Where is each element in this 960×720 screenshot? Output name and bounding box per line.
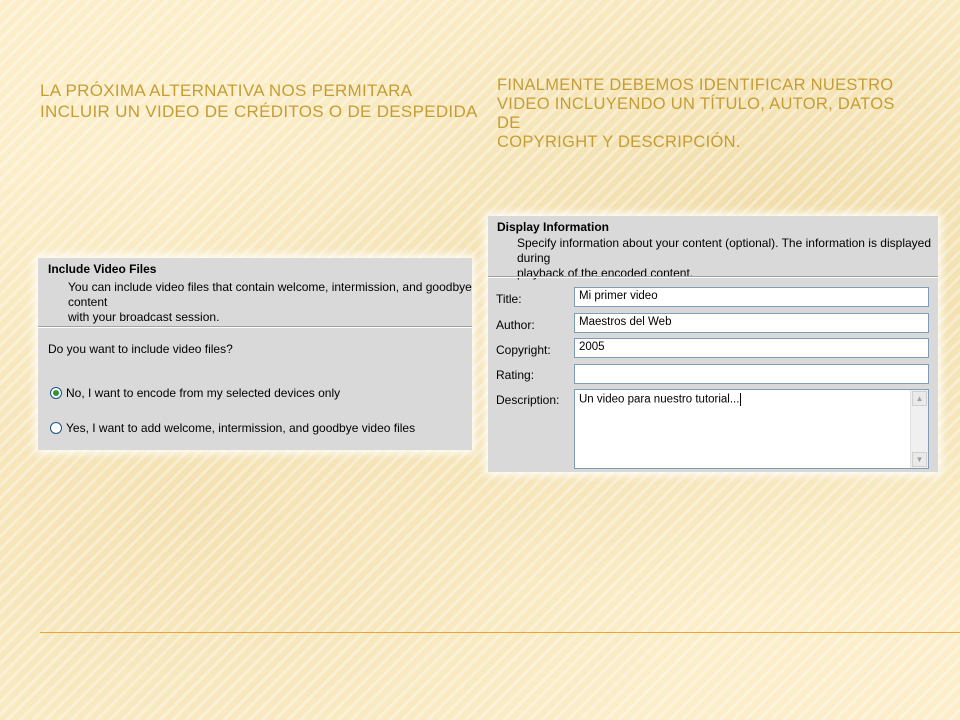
left-heading (40, 80, 480, 122)
right-heading-line-3: COPYRIGHT Y DESCRIPCIÓN. (497, 133, 741, 151)
include-video-files-panel (38, 258, 472, 450)
description-scrollbar[interactable] (910, 390, 928, 468)
display-information-panel (488, 216, 938, 472)
description-label: Description: (496, 393, 560, 407)
copyright-input[interactable]: 2005 (574, 338, 929, 358)
description-text[interactable]: Un video para nuestro tutorial... (579, 393, 740, 406)
author-label: Author: (496, 318, 535, 332)
display-panel-description (517, 236, 938, 281)
include-desc-line-2: with your broadcast session. (68, 310, 220, 324)
display-desc-line-1: Specify information about your content (optional). The information is displayed during (517, 236, 932, 265)
copyright-label: Copyright: (496, 343, 551, 357)
radio-option-no-label[interactable]: No, I want to encode from my selected devices only (66, 386, 341, 400)
left-heading-line-1: LA PRÓXIMA ALTERNATIVA NOS PERMITARA (40, 81, 413, 100)
radio-checked-icon[interactable] (50, 387, 62, 399)
radio-option-yes[interactable] (50, 421, 415, 435)
include-panel-title: Include Video Files (48, 262, 157, 276)
left-heading-line-2: INCLUIR UN VIDEO DE CRÉDITOS O DE DESPEDIDA (40, 102, 478, 121)
radio-option-no[interactable] (50, 386, 340, 400)
rating-input[interactable] (574, 364, 929, 384)
right-heading-line-1: FINALMENTE DEBEMOS IDENTIFICAR NUESTRO (497, 76, 894, 94)
description-textarea[interactable] (574, 389, 929, 469)
radio-option-yes-label[interactable]: Yes, I want to add welcome, intermission, and goodbye video files (66, 421, 416, 435)
title-input[interactable]: Mi primer video (574, 287, 929, 307)
include-question: Do you want to include video files? (48, 342, 233, 356)
include-panel-divider (38, 326, 472, 328)
text-caret (740, 393, 741, 406)
bottom-accent-line (40, 632, 960, 633)
display-desc-line-2: playback of the encoded content. (517, 266, 694, 280)
chevron-up-icon[interactable]: ▲ (912, 391, 927, 406)
right-heading-line-2: VIDEO INCLUYENDO UN TÍTULO, AUTOR, DATOS DE (497, 95, 895, 132)
radio-unchecked-icon[interactable] (50, 422, 62, 434)
include-panel-description (68, 280, 472, 325)
chevron-down-icon[interactable]: ▼ (912, 452, 927, 467)
display-panel-title: Display Information (497, 220, 610, 234)
right-heading (497, 76, 917, 152)
include-desc-line-1: You can include video files that contain welcome, intermission, and goodbye content (68, 280, 472, 309)
rating-label: Rating: (496, 368, 535, 382)
title-label: Title: (496, 292, 522, 306)
author-input[interactable]: Maestros del Web (574, 313, 929, 333)
display-panel-divider (488, 276, 938, 278)
